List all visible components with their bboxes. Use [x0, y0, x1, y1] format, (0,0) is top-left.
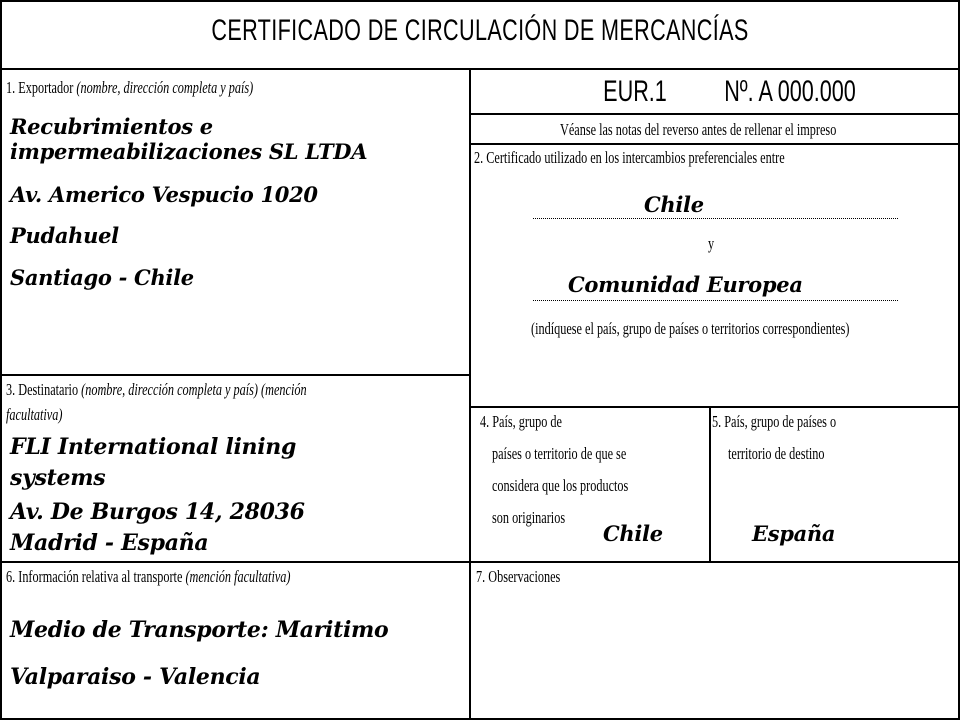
exporter-line-2: impermeabilizaciones SL LTDA: [10, 139, 368, 164]
reverse-notes: Véanse las notas del reverso antes de rellenar el impreso: [560, 120, 837, 139]
origin-party: Chile: [644, 192, 704, 217]
destination-country-value: España: [752, 521, 836, 546]
exporter-label: [6, 78, 253, 98]
destination-country-label-1: 5. País, grupo de países o: [712, 412, 837, 431]
exporter-line-1: Recubrimientos e: [10, 114, 213, 139]
origin-country-label-3: considera que los productos: [492, 476, 629, 495]
origin-party-dotted-line: [533, 218, 898, 219]
certificate-title: CERTIFICADO DE CIRCULACIÓN DE MERCANCÍAS: [211, 14, 749, 47]
destination-country-label-2: territorio de destino: [728, 444, 825, 463]
preferential-exchange-label: 2. Certificado utilizado en los intercambios preferenciales entre: [474, 148, 785, 167]
exporter-line-5: Santiago - Chile: [10, 265, 194, 290]
connector-y: y: [708, 234, 715, 253]
consignee-label-main: 3. Destinatario: [6, 380, 79, 399]
transport-label-main: 6. Información relativa al transporte: [6, 567, 183, 586]
certificate-number: Nº. A 000.000: [724, 75, 856, 108]
eur1-code: EUR.1: [603, 75, 667, 108]
origin-country-label-4: son originarios: [492, 508, 566, 527]
exporter-line-3: Av. Americo Vespucio 1020: [10, 182, 318, 207]
consignee-line-4: Madrid - España: [10, 530, 209, 556]
consignee-label-note: (nombre, dirección completa y país) (mención: [81, 380, 307, 399]
exporter-label-note: (nombre, dirección completa y país): [76, 78, 254, 97]
remarks-label: 7. Observaciones: [476, 567, 561, 586]
transport-line-2: Valparaiso - Valencia: [10, 664, 261, 690]
consignee-label-optional: facultativa): [6, 405, 63, 424]
consignee-line-1: FLI International lining: [10, 434, 297, 460]
exporter-label-main: 1. Exportador: [6, 78, 74, 97]
exporter-line-4: Pudahuel: [10, 223, 119, 248]
transport-line-1: Medio de Transporte: Maritimo: [10, 617, 389, 643]
consignee-line-3: Av. De Burgos 14, 28036: [10, 499, 305, 525]
transport-label-note: (mención facultativa): [185, 567, 291, 586]
destination-party: Comunidad Europea: [568, 272, 803, 297]
origin-country-label-1: 4. País, grupo de: [480, 412, 562, 431]
country-hint: (indíquese el país, grupo de países o territorios correspondientes): [531, 319, 850, 338]
consignee-label: [6, 380, 307, 400]
origin-country-value: Chile: [603, 521, 663, 546]
destination-party-dotted-line: [533, 300, 898, 301]
transport-label: [6, 567, 290, 587]
origin-country-label-2: países o territorio de que se: [492, 444, 627, 463]
consignee-line-2: systems: [10, 465, 106, 491]
